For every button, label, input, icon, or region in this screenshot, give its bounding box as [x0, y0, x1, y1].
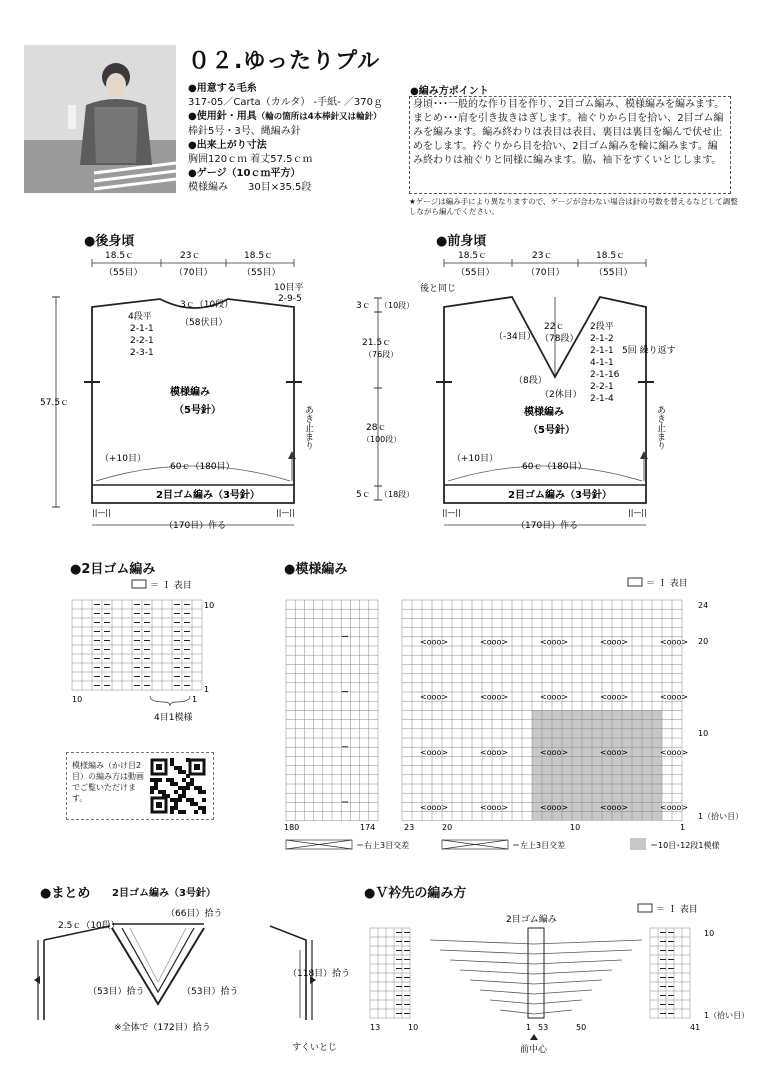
- middle-dims: [352, 290, 414, 505]
- dim-c2: （100段）: [362, 435, 402, 444]
- front-dim-3: 18.5ｃ: [596, 251, 626, 261]
- qr-cell: [182, 810, 186, 814]
- finish-e: （118目）拾う: [288, 969, 351, 979]
- front-right-dec-7: 2-1-4: [590, 394, 614, 404]
- qr-cell: [150, 786, 154, 790]
- front-increase: （+10目）: [452, 454, 498, 464]
- photo-illustration: [24, 45, 176, 193]
- front-right-dec-3: 2-1-1: [590, 346, 614, 356]
- dim-b: 21.5ｃ: [362, 338, 392, 348]
- vneck-diagram: [360, 900, 750, 1060]
- qr-cell: [154, 778, 158, 782]
- back-sts-1: （55目）: [104, 268, 143, 278]
- stitch-symbol: <ooo>: [480, 692, 509, 702]
- pickup-row: [490, 1000, 582, 1004]
- front-repeat: 5回 繰り返す: [622, 346, 676, 356]
- back-neck: 3ｃ（10段）: [180, 300, 234, 310]
- qr-cell: [150, 778, 154, 782]
- stitch-symbol: <ooo>: [660, 747, 689, 757]
- front-dim-1: 18.5ｃ: [458, 251, 488, 261]
- vneck-center: 前中心: [520, 1045, 548, 1055]
- legend-left-cross: ＝左上3目交差: [512, 841, 566, 850]
- gauge-text: 模様編み 30目×35.5段: [188, 182, 312, 194]
- back-sts-3: （55目）: [242, 268, 281, 278]
- back-armhole-1: 4段平: [128, 312, 152, 322]
- model-photo: [24, 45, 176, 193]
- qr-cell: [178, 810, 182, 814]
- rib-chart: [66, 576, 226, 726]
- back-needle: （5号針）: [174, 405, 221, 416]
- stitch-symbol: <ooo>: [480, 747, 509, 757]
- qr-cell: [170, 810, 174, 814]
- qr-cell: [158, 778, 162, 782]
- qr-cell: [174, 798, 178, 802]
- finish-diagram: [30, 900, 351, 1060]
- stitch-symbol: <ooo>: [420, 747, 449, 757]
- points-box: [409, 96, 731, 194]
- qr-cell: [178, 786, 182, 790]
- pattern-row20: 20: [698, 637, 709, 646]
- front-rib: 2目ゴム編み（3号針）: [508, 490, 612, 501]
- dim-d2: （18段）: [380, 490, 415, 499]
- qr-cell: [186, 786, 190, 790]
- qr-cell: [178, 798, 182, 802]
- stitch-symbol: <ooo>: [480, 803, 509, 812]
- pickup-row: [460, 970, 612, 974]
- pickup-row: [470, 980, 602, 984]
- stitch-symbol: <ooo>: [600, 637, 629, 647]
- finish-heading: ●まとめ: [40, 886, 91, 901]
- vneck-legend: ＝ Ｉ 表目: [656, 905, 698, 915]
- tools-heading: ●使用針・用具: [188, 111, 257, 123]
- front-opening: あき止まり: [655, 405, 665, 450]
- points-line-body: 身頃･･･一般的な作り目を作り、2目ゴム編み、模様編みを編みます。: [413, 99, 725, 110]
- vneck-row10: 10: [704, 929, 715, 938]
- qr-code-icon[interactable]: [150, 758, 206, 814]
- rib-repeat: 4目1模様: [154, 713, 193, 723]
- qr-cell: [202, 810, 206, 814]
- qr-cell: [170, 798, 174, 802]
- qr-cell: [202, 806, 206, 810]
- finish-sew: すくいとじ: [292, 1043, 338, 1053]
- qr-cell: [174, 766, 178, 770]
- size-text: 胸囲120ｃｍ 着丈57.5ｃｍ: [188, 154, 313, 166]
- front-center: （2休目）: [540, 390, 582, 400]
- back-increase: （+10目）: [100, 454, 146, 464]
- rib-col10: 10: [72, 695, 83, 704]
- qr-cell: [190, 778, 194, 782]
- back-neck-bind: （58伏目）: [180, 318, 228, 328]
- back-dim-1: 18.5ｃ: [105, 251, 135, 261]
- front-dim-2: 23ｃ: [532, 251, 553, 261]
- pattern-legend: ＝ Ｉ 表目: [646, 579, 688, 589]
- finish-total: ※全体で（172目）拾う: [114, 1023, 211, 1033]
- qr-cell: [194, 786, 198, 790]
- points-line-finish: まとめ･･･肩を引き抜きはぎします。袖ぐりから目を拾い、2目ゴム編みを編みます。編み終わりは表目は表目、裏目は裏目を編んで伏せ止めをします。衿ぐりから目を拾い、2目ゴム編みを輪に編みます。編み終わりは袖ぐりと同様に編みます。脇、袖下をすくいとじします。: [413, 113, 724, 166]
- qr-cell: [170, 806, 174, 810]
- stitch-symbol: <ooo>: [540, 692, 569, 702]
- pattern-row10: 10: [698, 729, 709, 738]
- pattern-col10: 10: [570, 823, 581, 832]
- finish-d: （53目）拾う: [182, 987, 239, 997]
- rib-grid: [72, 600, 202, 690]
- back-armhole-2: 2-1-1: [130, 324, 154, 334]
- size-heading: ●出来上がり寸法: [188, 139, 267, 151]
- back-width: 60ｃ（180目）: [170, 462, 235, 472]
- pattern-col174: 174: [360, 823, 376, 832]
- pattern-col20: 20: [442, 823, 453, 832]
- pattern-col23: 23: [404, 823, 415, 832]
- stitch-symbol: <ooo>: [480, 637, 509, 647]
- pickup-row: [450, 960, 622, 964]
- dim-b2: （76段）: [364, 350, 399, 359]
- stitch-symbol: <ooo>: [600, 803, 629, 812]
- back-shoulder-2: 2-9-5: [278, 294, 302, 304]
- back-rib: 2目ゴム編み（3号針）: [156, 490, 260, 501]
- stitch-symbol: <ooo>: [420, 803, 449, 812]
- vneck-col50: 50: [576, 1023, 587, 1032]
- back-dim-2: 23ｃ: [180, 251, 201, 261]
- finish-b: （66目）拾う: [166, 909, 223, 919]
- front-v-rows: （78段）: [540, 334, 579, 344]
- tools-text: 棒針5号・3号、縄編み針: [188, 125, 301, 137]
- qr-cell: [178, 770, 182, 774]
- dim-d: 5ｃ: [356, 490, 371, 500]
- qr-cell: [178, 766, 182, 770]
- front-diagram: [414, 245, 714, 540]
- vneck-col1: 1: [526, 1023, 532, 1032]
- stitch-symbol: <ooo>: [660, 692, 689, 702]
- back-pattern: 模様編み: [170, 387, 210, 398]
- qr-cell: [182, 790, 186, 794]
- yarn-text: 317-05／Carta（カルタ） -手紙- ／370ｇ: [188, 97, 383, 109]
- front-tick-right: ||—||: [628, 508, 647, 517]
- qr-cell: [190, 798, 194, 802]
- front-pattern: 模様編み: [524, 407, 564, 418]
- qr-text: 模様編み（かけ目2目）の編み方は動画でご覧いただけます。: [72, 761, 144, 803]
- rib-row1: 1: [204, 685, 210, 694]
- front-right-dec-6: 2-2-1: [590, 382, 614, 392]
- rib-col1: 1: [192, 695, 198, 704]
- front-right-dec-4: 4-1-1: [590, 358, 614, 368]
- back-shoulder-1: 10目平: [274, 283, 304, 293]
- dim-a2: （10段）: [380, 301, 415, 310]
- finish-a: 2.5ｃ（10段）: [58, 921, 120, 931]
- qr-cell: [202, 790, 206, 794]
- gauge-note: ★ゲージは編み手により異なりますので、ゲージが合わない場合は針の号数を替えるなどして調整しながら編んでください。: [409, 197, 738, 216]
- vneck-col53: 53: [538, 1023, 549, 1032]
- yarn-heading: ●用意する毛糸: [188, 83, 257, 94]
- legend-repeat: ＝10目･12段1模様: [650, 841, 720, 850]
- front-width: 60ｃ（180目）: [522, 462, 587, 472]
- qr-cell: [182, 794, 186, 798]
- vneck-row1: 1（拾い目）: [704, 1011, 750, 1020]
- front-needle: （5号針）: [528, 425, 575, 436]
- legend-right-cross: ＝右上3目交差: [356, 841, 410, 850]
- dim-a: 3ｃ: [356, 301, 371, 311]
- tools-note: （輪の箇所は4本棒針又は輪針）: [256, 112, 382, 123]
- qr-cell: [170, 758, 174, 762]
- vneck-sub: 2目ゴム編み: [506, 915, 557, 925]
- dim-c: 28ｃ: [366, 423, 387, 433]
- vneck-col41: 41: [690, 1023, 701, 1032]
- stitch-symbol: <ooo>: [540, 747, 569, 757]
- pickup-row: [500, 1010, 572, 1014]
- qr-cell: [190, 782, 194, 786]
- gauge-heading: ●ゲージ（10ｃｍ平方）: [188, 168, 301, 180]
- qr-cell: [178, 794, 182, 798]
- pickup-row: [480, 990, 592, 994]
- rib-row10: 10: [204, 601, 215, 610]
- front-sts-2: （70目）: [526, 268, 565, 278]
- qr-cell: [154, 782, 158, 786]
- back-armhole-4: 2-3-1: [130, 348, 154, 358]
- qr-cell: [170, 762, 174, 766]
- qr-cell: [182, 778, 186, 782]
- finish-sub: 2目ゴム編み（3号針）: [112, 888, 216, 899]
- qr-cell: [198, 786, 202, 790]
- vneck-col13: 13: [370, 1023, 381, 1032]
- pattern-row1: 1（拾い目）: [698, 812, 744, 821]
- front-right-dec-2: 2-1-2: [590, 334, 614, 344]
- qr-cell: [194, 802, 198, 806]
- qr-cell: [202, 798, 206, 802]
- front-cast: （170目）作る: [516, 521, 579, 531]
- front-sts-1: （55目）: [456, 268, 495, 278]
- pickup-row: [440, 950, 632, 954]
- center-stitches: [528, 928, 544, 1018]
- back-tick-left: ||—||: [92, 508, 111, 517]
- rib-heading: ●2目ゴム編み: [70, 562, 156, 577]
- back-height: 57.5ｃ: [40, 398, 70, 408]
- stitch-symbol: <ooo>: [540, 637, 569, 647]
- vneck-grid: [370, 928, 690, 1018]
- stitch-symbol: <ooo>: [660, 803, 689, 812]
- back-armhole-3: 2-2-1: [130, 336, 154, 346]
- qr-cell: [150, 790, 154, 794]
- pickup-row: [430, 940, 642, 944]
- stitch-symbol: <ooo>: [600, 747, 629, 757]
- qr-cell: [174, 790, 178, 794]
- pattern-col180: 180: [284, 823, 300, 832]
- page-title: ０２.ゆったりプル: [188, 49, 381, 74]
- qr-cell: [198, 806, 202, 810]
- stitch-symbol: <ooo>: [540, 803, 569, 812]
- qr-cell: [194, 810, 198, 814]
- pattern-heading: ●模様編み: [284, 562, 348, 577]
- qr-cell: [182, 770, 186, 774]
- front-right-dec-1: 2段平: [590, 322, 614, 332]
- qr-cell: [174, 802, 178, 806]
- pattern-col1: 1: [680, 823, 686, 832]
- front-left-dec: （-34目）: [494, 332, 536, 342]
- vneck-col10: 10: [408, 1023, 419, 1032]
- qr-cell: [170, 778, 174, 782]
- qr-cell: [154, 786, 158, 790]
- spec-block: [188, 82, 398, 196]
- front-same-back: 後と同じ: [420, 284, 457, 294]
- qr-cell: [182, 786, 186, 790]
- qr-cell: [186, 798, 190, 802]
- qr-cell: [190, 802, 194, 806]
- pattern-row24: 24: [698, 601, 709, 610]
- back-heading: ●後身頃: [84, 234, 135, 249]
- stitch-symbol: <ooo>: [420, 637, 449, 647]
- back-opening: あき止まり: [303, 405, 313, 450]
- qr-cell: [198, 790, 202, 794]
- qr-cell: [166, 778, 170, 782]
- rib-legend: ＝ Ｉ 表目: [150, 581, 192, 591]
- back-sts-2: （70目）: [174, 268, 213, 278]
- back-cast: （170目）作る: [164, 521, 227, 531]
- vneck-heading: ●Ｖ衿先の編み方: [364, 886, 467, 901]
- front-sts-3: （55目）: [594, 268, 633, 278]
- qr-cell: [158, 790, 162, 794]
- front-v-depth: 22ｃ: [544, 322, 565, 332]
- finish-c: （53目）拾う: [88, 987, 145, 997]
- back-dim-3: 18.5ｃ: [244, 251, 274, 261]
- pattern-chart: [280, 574, 750, 856]
- front-tick-left: ||—||: [442, 508, 461, 517]
- stitch-symbol: <ooo>: [660, 637, 689, 647]
- qr-cell: [162, 790, 166, 794]
- qr-cell: [174, 782, 178, 786]
- stitch-symbol: <ooo>: [420, 692, 449, 702]
- front-right-dec-5: 2-1-16: [590, 370, 620, 380]
- back-diagram: [40, 245, 340, 540]
- qr-cell: [186, 782, 190, 786]
- qr-cell: [174, 806, 178, 810]
- qr-cell: [170, 782, 174, 786]
- points-heading: ●編み方ポイント: [410, 86, 489, 97]
- back-tick-right: ||—||: [276, 508, 295, 517]
- front-row8: （8段）: [514, 376, 547, 386]
- stitch-symbol: <ooo>: [600, 692, 629, 702]
- front-heading: ●前身頃: [436, 234, 487, 249]
